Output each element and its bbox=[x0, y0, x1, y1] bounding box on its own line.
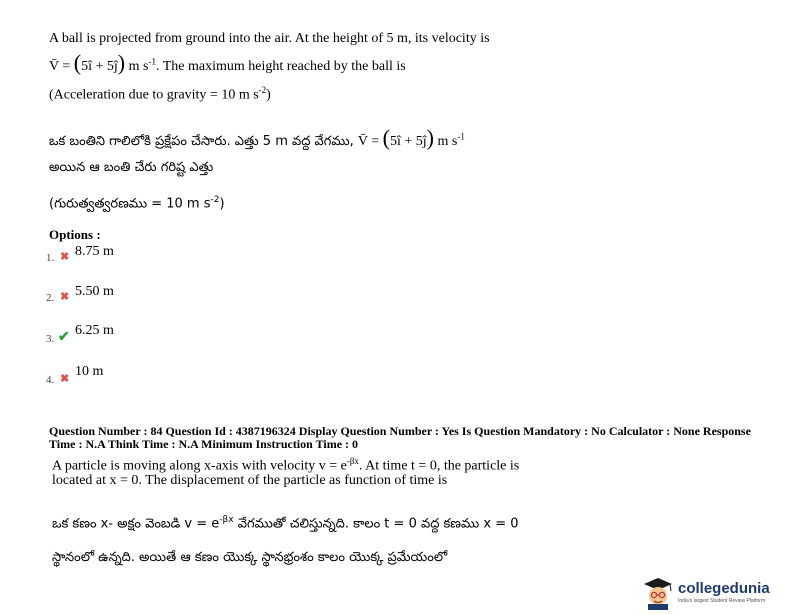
q1-te-gravity-text: (గురుత్వత్వరణము = 10 m s bbox=[49, 196, 211, 212]
q1-line2 bbox=[49, 50, 406, 76]
q1-gravity-text: (Acceleration due to gravity = 10 m s bbox=[49, 87, 259, 103]
q1-gravity-sup: -2 bbox=[258, 85, 267, 95]
mascot-icon bbox=[640, 574, 676, 610]
correct-check-icon: ✔ bbox=[58, 330, 70, 345]
q1-paren-open: ( bbox=[73, 50, 82, 75]
option-1-value: 8.75 m bbox=[75, 244, 114, 259]
wrong-mark-icon: ✖ bbox=[60, 373, 70, 385]
collegedunia-logo bbox=[640, 574, 790, 610]
option-4-value: 10 m bbox=[75, 364, 104, 379]
q1-te-gravity-close: ) bbox=[219, 196, 225, 212]
q2-te-line1 bbox=[52, 515, 519, 534]
wrong-mark-icon: ✖ bbox=[60, 251, 70, 263]
option-2-value: 5.50 m bbox=[75, 284, 114, 299]
q1-te-eq bbox=[357, 125, 465, 150]
q2-line1-b: . At time t = 0, the particle is bbox=[358, 458, 520, 474]
q2-te-line1-sup: -βx bbox=[219, 515, 234, 525]
q1-vec-expr: 5î + 5ĵ bbox=[81, 59, 118, 74]
q1-te-line2: అయిన ఆ బంతి చేరు గరిష్ట ఎత్తు bbox=[49, 160, 214, 175]
question-meta: Question Number : 84 Question Id : 4387196324 Display Question Number : Yes Is Question Mandatory : No Calculator : None Response Time : N.A Think Time : N.A Minimum Instruction Time : 0 bbox=[49, 424, 751, 451]
q1-te-line1 bbox=[49, 125, 465, 152]
q1-te-unit-sup: -1 bbox=[457, 131, 465, 142]
q1-te-text: ఒక బంతిని గాలిలోకి ప్రక్షేపం చేసారు. ఎత్తు 5 m వద్ద వేగము, bbox=[49, 134, 354, 149]
q1-line1: A ball is projected from ground into the air. At the height of 5 m, its velocity is bbox=[49, 31, 490, 46]
option-3-number: 3. bbox=[46, 333, 55, 345]
options-label: Options : bbox=[49, 227, 101, 242]
q1-te-gravity-sup: -2 bbox=[210, 195, 220, 205]
option-4-number: 4. bbox=[46, 374, 55, 386]
q2-te-line2: స్థానంలో ఉన్నది. అయితే ఆ కణం యొక్క స్థానభ్రంశం కాలం యొక్క ప్రమేయంలో bbox=[52, 550, 448, 565]
wrong-mark-icon: ✖ bbox=[60, 291, 70, 303]
q2-te-line1-a: ఒక కణం x- అక్షం వెంబడి v = e bbox=[52, 516, 220, 532]
q1-te-paren-open: ( bbox=[382, 125, 390, 150]
q1-gravity-close: ) bbox=[266, 87, 271, 103]
q1-gravity bbox=[49, 85, 271, 104]
q2-line2: located at x = 0. The displacement of the particle as function of time is bbox=[52, 473, 448, 488]
option-3-value: 6.25 m bbox=[75, 323, 114, 338]
q1-vec-v: V̄ = bbox=[49, 59, 71, 74]
q1-te-gravity bbox=[49, 195, 225, 214]
q2-line1 bbox=[52, 456, 519, 475]
q2-te-line1-b: వేగముతో చలిస్తున్నది. కాలం t = 0 వద్ద కణము x = 0 bbox=[233, 516, 519, 532]
q1-te-vec-v: V̄ = bbox=[357, 134, 380, 149]
q1-unit-sup: -1 bbox=[148, 56, 156, 67]
option-1-number: 1. bbox=[46, 252, 55, 264]
logo-name: collegedunia bbox=[678, 580, 770, 597]
logo-tagline: India's largest Student Review Platform bbox=[678, 598, 766, 604]
q1-te-vec-expr: 5î + 5ĵ bbox=[389, 134, 427, 149]
q1-unit: m s bbox=[128, 59, 149, 74]
q2-line1-a: A particle is moving along x-axis with velocity v = e bbox=[52, 458, 347, 474]
q1-te-unit: m s bbox=[437, 134, 458, 149]
q2-line1-sup: -βx bbox=[346, 456, 359, 466]
option-2-number: 2. bbox=[46, 292, 55, 304]
q1-line2-rest: . The maximum height reached by the ball is bbox=[155, 59, 406, 74]
q1-paren-close: ) bbox=[117, 50, 126, 75]
q1-te-paren-close: ) bbox=[426, 125, 434, 150]
